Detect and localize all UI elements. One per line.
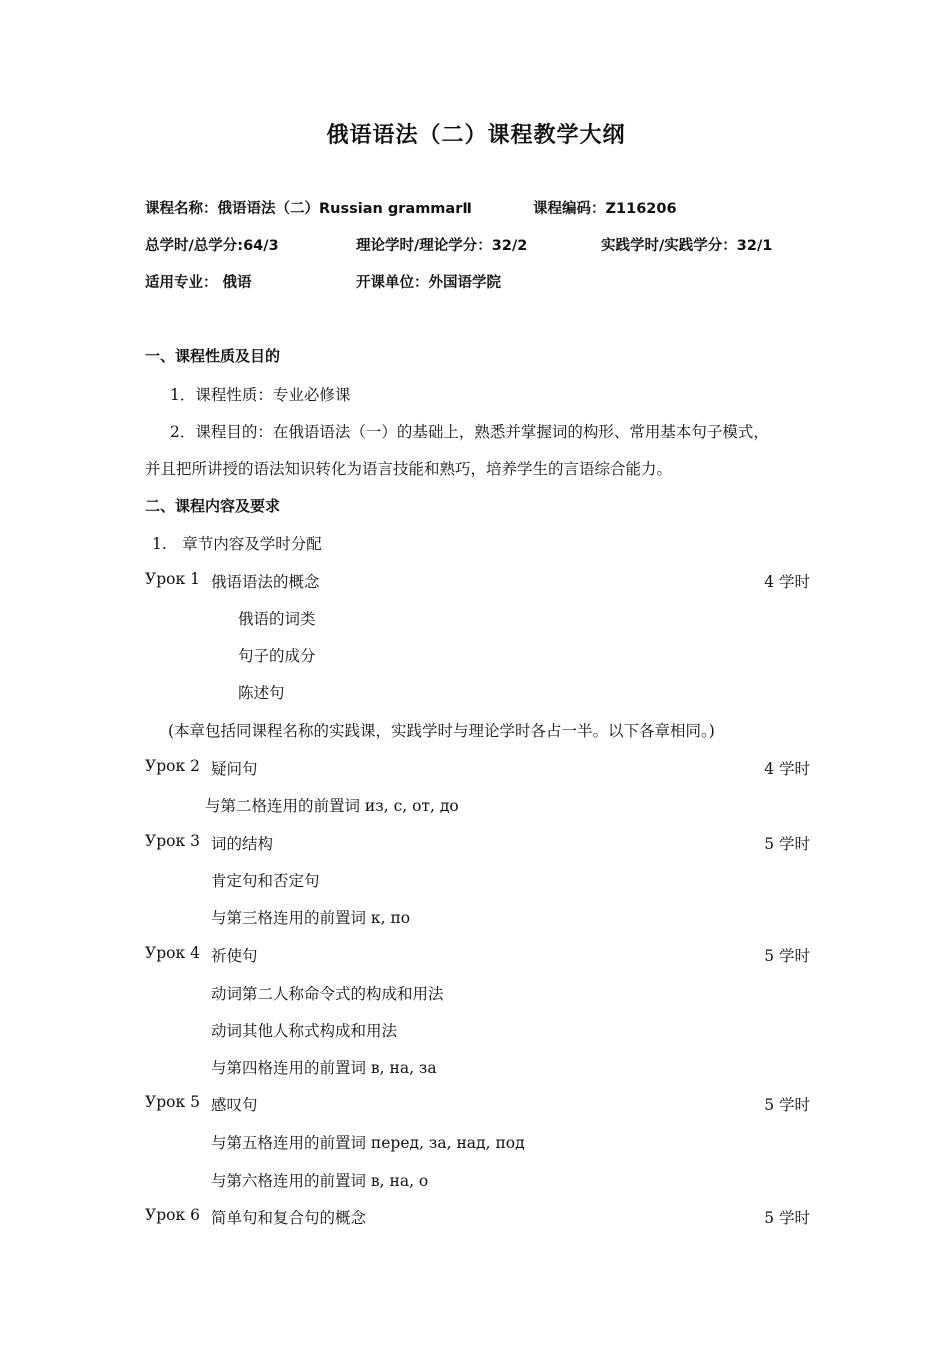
practice-hours: 实践学时/实践学分：32/1 [601, 238, 773, 254]
section1-item2-line1: 2．课程目的：在俄语语法（一）的基础上，熟悉并掌握词的构形、常用基本句子模式， [170, 423, 769, 441]
lesson6-hours: 5 学时 [764, 1209, 810, 1227]
lesson4-hours: 5 学时 [764, 947, 810, 965]
lesson4-topic: 动词其他人称式构成和用法 [211, 1022, 398, 1040]
lesson5-title: 感叹句 [211, 1096, 258, 1114]
lesson3-topic: 与第三格连用的前置词 к, по [211, 909, 411, 927]
course-code: 课程编码：Z116206 [533, 201, 677, 217]
course-name: 课程名称：俄语语法（二）Russian grammarⅡ [145, 201, 472, 217]
section1-item1: 1．课程性质：专业必修课 [170, 386, 351, 404]
lesson2-hours: 4 学时 [764, 760, 810, 778]
lesson1-hours: 4 学时 [764, 573, 810, 591]
total-hours: 总学时/总学分:64/3 [145, 238, 279, 254]
lesson2-label: Урок 2 [145, 757, 200, 775]
practice-note: (本章包括同课程名称的实践课，实践学时与理论学时各占一半。以下各章相同。) [168, 722, 715, 740]
section1-heading: 一、课程性质及目的 [145, 347, 281, 365]
lesson5-topic: 与第六格连用的前置词 в, на, о [211, 1172, 429, 1190]
lesson4-title: 祈使句 [211, 947, 258, 965]
section2-heading: 二、课程内容及要求 [145, 497, 281, 515]
lesson3-label: Урок 3 [145, 832, 200, 850]
lesson3-topic: 肯定句和否定句 [211, 872, 320, 890]
theory-hours: 理论学时/理论学分：32/2 [356, 238, 528, 254]
lesson3-title: 词的结构 [211, 835, 274, 853]
lesson2-topic: 与第二格连用的前置词 из, с, от, до [205, 797, 459, 815]
applicable-major: 适用专业： 俄语 [145, 275, 252, 291]
lesson1-topic: 句子的成分 [238, 647, 316, 665]
offering-unit: 开课单位：外国语学院 [356, 275, 501, 291]
section1-item2-line2: 并且把所讲授的语法知识转化为语言技能和熟巧，培养学生的言语综合能力。 [145, 460, 673, 478]
lesson5-topic: 与第五格连用的前置词 перед, за, над, под [211, 1134, 525, 1152]
lesson5-hours: 5 学时 [764, 1096, 810, 1114]
lesson2-title: 疑问句 [211, 760, 258, 778]
lesson1-topic: 陈述句 [238, 684, 285, 702]
lesson6-label: Урок 6 [145, 1206, 200, 1224]
lesson1-topic: 俄语的词类 [238, 610, 316, 628]
lesson4-label: Урок 4 [145, 944, 200, 962]
lesson6-title: 简单句和复合句的概念 [211, 1209, 367, 1227]
lesson1-title: 俄语语法的概念 [211, 573, 320, 591]
lesson3-hours: 5 学时 [764, 835, 810, 853]
lesson1-label: Урок 1 [145, 570, 200, 588]
lesson5-label: Урок 5 [145, 1093, 200, 1111]
lesson4-topic: 动词第二人称命令式的构成和用法 [211, 985, 444, 1003]
document-title: 俄语语法（二）课程教学大纲 [326, 123, 626, 148]
lesson4-topic: 与第四格连用的前置词 в, на, за [211, 1059, 437, 1077]
section2-subheading: 1. 章节内容及学时分配 [152, 535, 322, 553]
